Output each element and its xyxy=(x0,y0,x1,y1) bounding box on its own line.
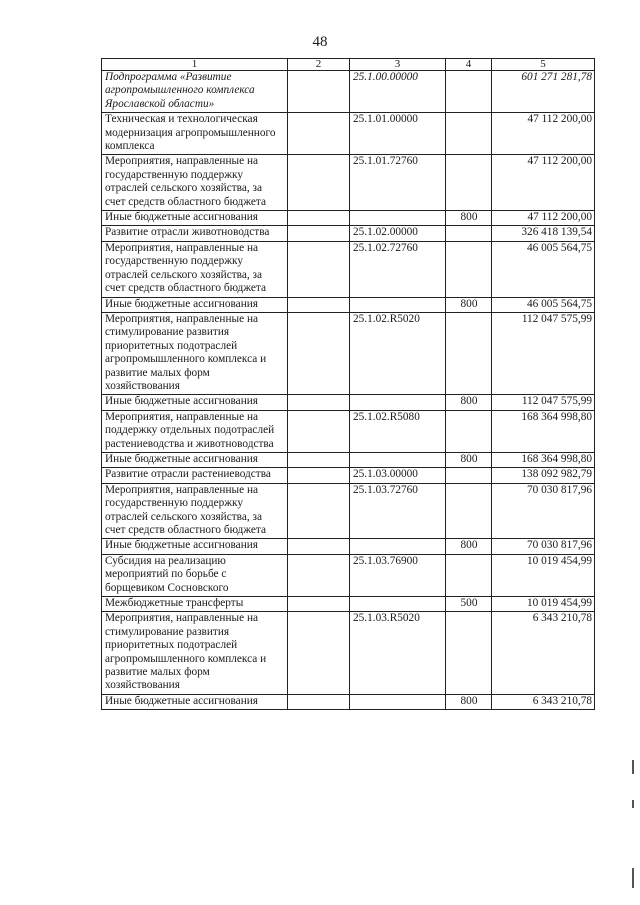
table-row xyxy=(102,395,595,410)
table-row xyxy=(102,468,595,483)
cell-amount: 46 005 564,75 xyxy=(492,241,595,297)
cell-code: 25.1.02.R5020 xyxy=(350,312,446,394)
cell-code: 25.1.02.00000 xyxy=(350,226,446,241)
cell-amount: 47 112 200,00 xyxy=(492,155,595,211)
cell-name: Мероприятия, направленные на стимулирование развития приоритетных подотраслей агропромышленного комплекса и развитие малых форм хозяйствования xyxy=(102,312,288,394)
cell-col2 xyxy=(288,554,350,596)
cell-group xyxy=(446,241,492,297)
cell-code xyxy=(350,452,446,467)
cell-amount: 47 112 200,00 xyxy=(492,113,595,155)
cell-code: 25.1.03.72760 xyxy=(350,483,446,539)
cell-group xyxy=(446,71,492,113)
table-header-row xyxy=(102,59,595,71)
cell-amount: 138 092 982,79 xyxy=(492,468,595,483)
cell-code: 25.1.03.R5020 xyxy=(350,612,446,694)
cell-group xyxy=(446,113,492,155)
header-col-4: 4 xyxy=(446,59,492,71)
cell-col2 xyxy=(288,483,350,539)
table-row xyxy=(102,483,595,539)
cell-code xyxy=(350,597,446,612)
cell-group: 800 xyxy=(446,539,492,554)
table-row xyxy=(102,71,595,113)
cell-name: Иные бюджетные ассигнования xyxy=(102,297,288,312)
cell-amount: 112 047 575,99 xyxy=(492,312,595,394)
table-body xyxy=(102,71,595,710)
table-row xyxy=(102,539,595,554)
table-row xyxy=(102,612,595,694)
table-row xyxy=(102,312,595,394)
cell-col2 xyxy=(288,155,350,211)
page-number: 48 xyxy=(312,34,328,50)
cell-amount: 47 112 200,00 xyxy=(492,211,595,226)
cell-amount: 6 343 210,78 xyxy=(492,694,595,709)
cell-col2 xyxy=(288,468,350,483)
scan-edge-mark xyxy=(632,868,634,888)
header-col-5: 5 xyxy=(492,59,595,71)
cell-col2 xyxy=(288,395,350,410)
cell-group: 800 xyxy=(446,694,492,709)
cell-col2 xyxy=(288,211,350,226)
cell-col2 xyxy=(288,71,350,113)
cell-col2 xyxy=(288,612,350,694)
cell-name: Мероприятия, направленные на государственную поддержку отраслей сельского хозяйства, за счет средств областного бюджета xyxy=(102,241,288,297)
cell-code xyxy=(350,395,446,410)
cell-name: Мероприятия, направленные на государственную поддержку отраслей сельского хозяйства, за счет средств областного бюджета xyxy=(102,155,288,211)
cell-amount: 168 364 998,80 xyxy=(492,410,595,452)
header-col-1: 1 xyxy=(102,59,288,71)
cell-group xyxy=(446,483,492,539)
cell-code xyxy=(350,694,446,709)
cell-code: 25.1.01.00000 xyxy=(350,113,446,155)
cell-name: Мероприятия, направленные на государственную поддержку отраслей сельского хозяйства, за счет средств областного бюджета xyxy=(102,483,288,539)
table-row xyxy=(102,211,595,226)
table-row xyxy=(102,410,595,452)
cell-group xyxy=(446,312,492,394)
cell-code: 25.1.01.72760 xyxy=(350,155,446,211)
table-row xyxy=(102,155,595,211)
cell-amount: 70 030 817,96 xyxy=(492,539,595,554)
cell-name: Иные бюджетные ассигнования xyxy=(102,395,288,410)
table-row xyxy=(102,297,595,312)
cell-col2 xyxy=(288,597,350,612)
cell-name: Подпрограмма «Развитие агропромышленного комплекса Ярославской области» xyxy=(102,71,288,113)
cell-name: Иные бюджетные ассигнования xyxy=(102,452,288,467)
cell-name: Техническая и технологическая модернизация агропромышленного комплекса xyxy=(102,113,288,155)
cell-col2 xyxy=(288,241,350,297)
scan-edge-mark xyxy=(632,800,634,808)
cell-amount: 46 005 564,75 xyxy=(492,297,595,312)
header-col-2: 2 xyxy=(288,59,350,71)
cell-name: Субсидия на реализацию мероприятий по борьбе с борщевиком Сосновского xyxy=(102,554,288,596)
cell-code: 25.1.03.00000 xyxy=(350,468,446,483)
cell-code xyxy=(350,539,446,554)
cell-col2 xyxy=(288,694,350,709)
cell-amount: 70 030 817,96 xyxy=(492,483,595,539)
cell-col2 xyxy=(288,113,350,155)
cell-col2 xyxy=(288,410,350,452)
cell-code: 25.1.00.00000 xyxy=(350,71,446,113)
cell-group: 800 xyxy=(446,297,492,312)
header-col-3: 3 xyxy=(350,59,446,71)
cell-name: Иные бюджетные ассигнования xyxy=(102,694,288,709)
table-row xyxy=(102,226,595,241)
cell-group xyxy=(446,612,492,694)
table-row xyxy=(102,452,595,467)
cell-col2 xyxy=(288,226,350,241)
cell-group: 800 xyxy=(446,395,492,410)
cell-amount: 112 047 575,99 xyxy=(492,395,595,410)
cell-code: 25.1.03.76900 xyxy=(350,554,446,596)
cell-name: Иные бюджетные ассигнования xyxy=(102,211,288,226)
cell-name: Развитие отрасли растениеводства xyxy=(102,468,288,483)
cell-group: 800 xyxy=(446,452,492,467)
cell-code xyxy=(350,211,446,226)
cell-name: Мероприятия, направленные на поддержку отдельных подотраслей растениеводства и животноводства xyxy=(102,410,288,452)
cell-code xyxy=(350,297,446,312)
cell-name: Мероприятия, направленные на стимулирование развития приоритетных подотраслей агропромышленного комплекса и развитие малых форм хозяйствования xyxy=(102,612,288,694)
cell-group xyxy=(446,226,492,241)
cell-name: Межбюджетные трансферты xyxy=(102,597,288,612)
cell-name: Развитие отрасли животноводства xyxy=(102,226,288,241)
cell-group xyxy=(446,155,492,211)
cell-group xyxy=(446,468,492,483)
cell-col2 xyxy=(288,539,350,554)
cell-col2 xyxy=(288,297,350,312)
cell-amount: 10 019 454,99 xyxy=(492,554,595,596)
cell-code: 25.1.02.72760 xyxy=(350,241,446,297)
table-row xyxy=(102,554,595,596)
cell-group: 500 xyxy=(446,597,492,612)
table-row xyxy=(102,241,595,297)
table-row xyxy=(102,694,595,709)
cell-group: 800 xyxy=(446,211,492,226)
cell-group xyxy=(446,410,492,452)
cell-col2 xyxy=(288,452,350,467)
cell-name: Иные бюджетные ассигнования xyxy=(102,539,288,554)
cell-col2 xyxy=(288,312,350,394)
cell-amount: 168 364 998,80 xyxy=(492,452,595,467)
cell-code: 25.1.02.R5080 xyxy=(350,410,446,452)
budget-table xyxy=(101,58,595,710)
cell-amount: 601 271 281,78 xyxy=(492,71,595,113)
cell-group xyxy=(446,554,492,596)
cell-amount: 6 343 210,78 xyxy=(492,612,595,694)
cell-amount: 10 019 454,99 xyxy=(492,597,595,612)
table-row xyxy=(102,113,595,155)
scan-edge-mark xyxy=(632,760,634,774)
cell-amount: 326 418 139,54 xyxy=(492,226,595,241)
table-row xyxy=(102,597,595,612)
